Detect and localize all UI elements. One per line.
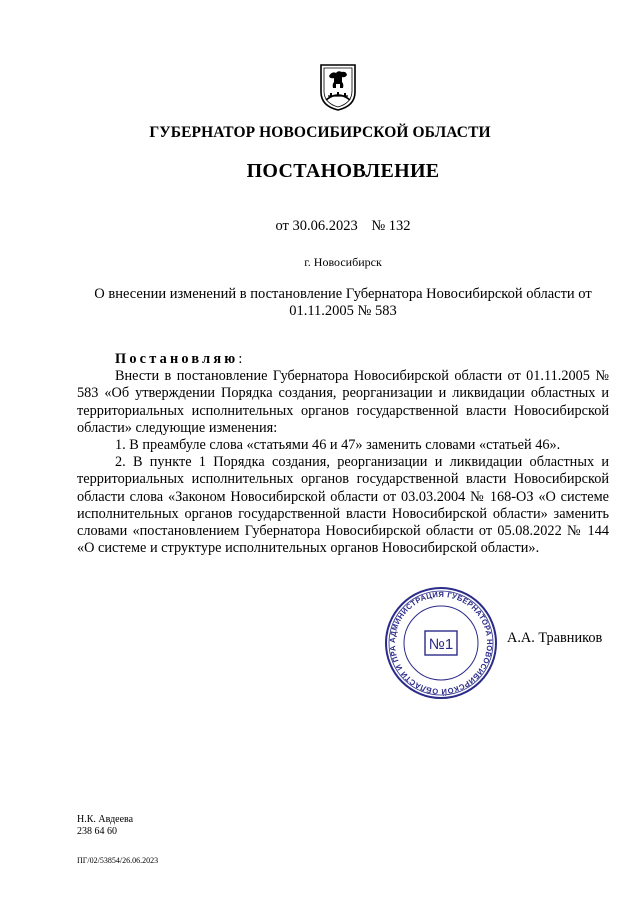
seal-center-text: №1 (428, 636, 454, 653)
document-date: от 30.06.2023 (275, 218, 358, 234)
date-number-line (0, 218, 640, 235)
item-2-paragraph: 2. В пункте 1 Порядка создания, реорганизации и ликвидации областных и территориальных исполнительных органов государственной власти Новосибирской области слова «Законом Новосибирской области от 03.03.2004 № 168-ОЗ «О системе исполнительных органов государственной власти Новосибирской области» заменить словами «постановлением Губернатора Новосибирской области от 05.08.2022 № 144 «О системе и структуре исполнительных органов Новосибирской области». (77, 454, 609, 557)
executor-name: Н.К. Авдеева (77, 814, 134, 825)
seal-ring-text: АДМИНИСТРАЦИЯ ГУБЕРНАТОРА НОВОСИБИРСКОЙ ОБЛАСТИ И ПРА (387, 589, 495, 697)
decree-heading (77, 351, 609, 368)
decree-colon: : (238, 351, 243, 367)
signer-name: А.А. Травников (507, 630, 603, 646)
official-seal (383, 585, 499, 701)
issuing-authority: ГУБЕРНАТОР НОВОСИБИРСКОЙ ОБЛАСТИ (149, 124, 491, 141)
decree-word: Постановляю (115, 351, 239, 367)
document-code: ПГ/02/53854/26.06.2023 (77, 856, 159, 865)
item-1-paragraph: 1. В преамбуле слова «статьями 46 и 47» заменить словами «статьей 46». (115, 437, 561, 454)
issue-city: г. Новосибирск (304, 255, 382, 269)
coat-of-arms-icon (318, 62, 358, 112)
document-subject: О внесении изменений в постановление Губернатора Новосибирской области от 01.11.2005 № 583 (94, 286, 592, 319)
executor-phone: 238 64 60 (77, 826, 117, 837)
intro-paragraph: Внести в постановление Губернатора Новосибирской области от 01.11.2005 № 583 «Об утверждении Порядка создания, реорганизации и ликвидации областных и территориальных исполнительных органов государственной власти Новосибирской области» следующие изменения: (77, 368, 609, 436)
document-body (77, 351, 609, 557)
document-type: ПОСТАНОВЛЕНИЕ (246, 160, 440, 182)
document-number: № 132 (371, 218, 411, 234)
